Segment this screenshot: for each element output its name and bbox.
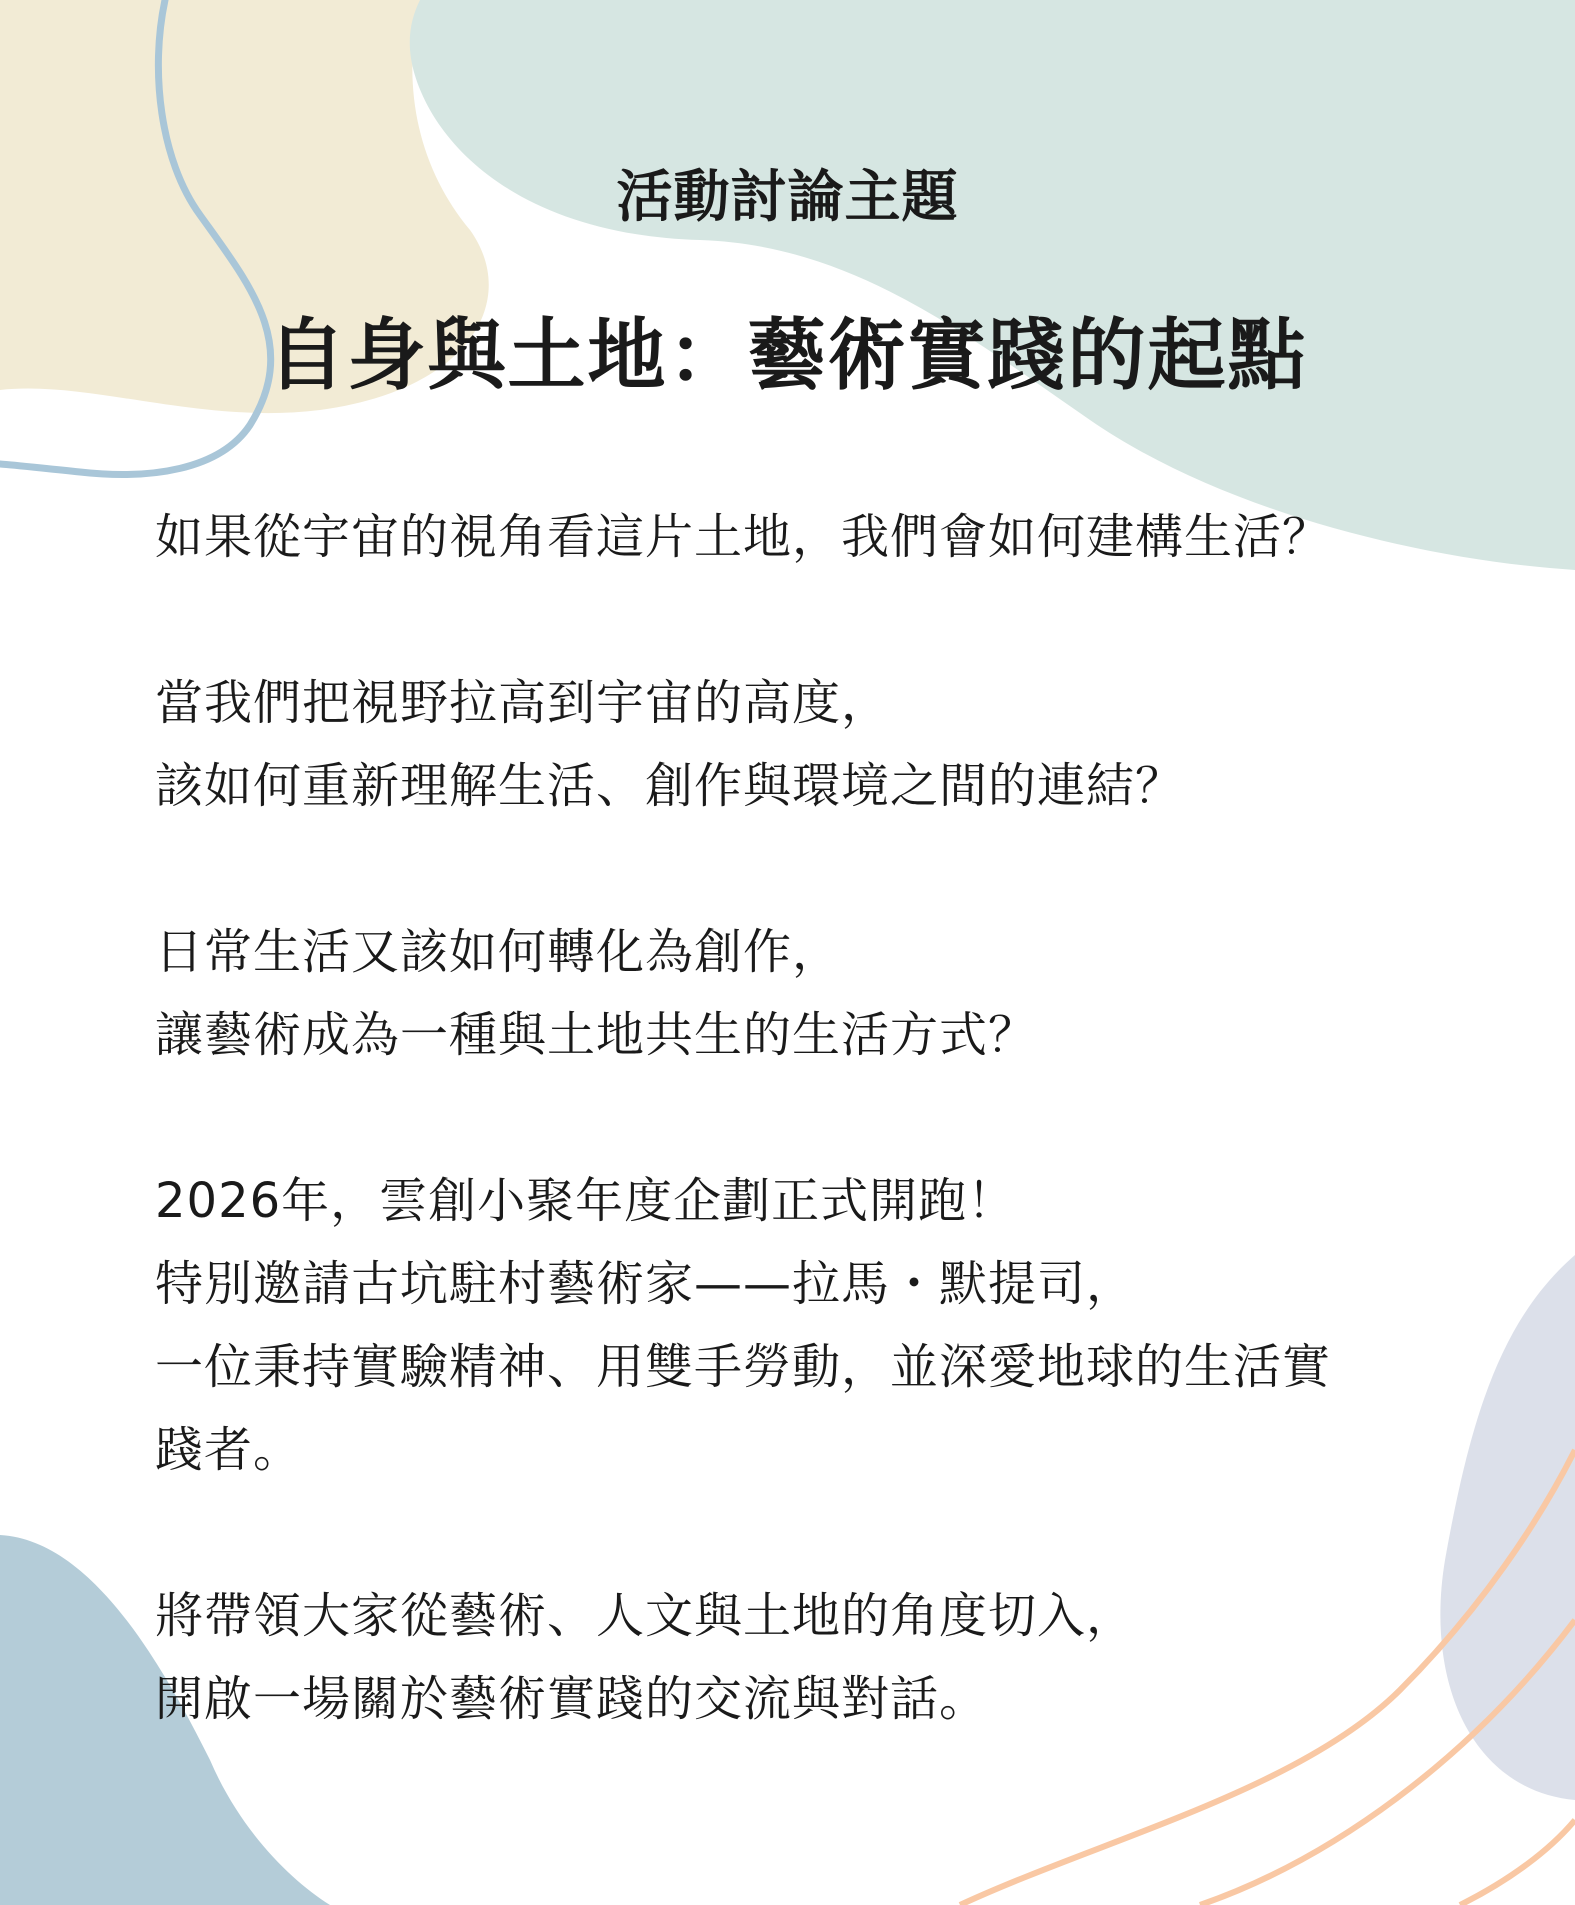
page-subtitle: 活動討論主題 [616, 165, 959, 230]
paragraph-1 [155, 496, 1415, 579]
text-line: 當我們把視野拉高到宇宙的高度， [155, 675, 891, 731]
paragraph-2 [155, 662, 1415, 828]
paragraph-4 [155, 1160, 1415, 1492]
page-title: 自身與土地：藝術實踐的起點 [267, 311, 1308, 401]
text-line: 一位秉持實驗精神、用雙手勞動，並深愛地球的生活實 [155, 1339, 1332, 1395]
text-line: 日常生活又該如何轉化為創作， [155, 924, 842, 980]
text-line: 該如何重新理解生活、創作與環境之間的連結？ [155, 758, 1185, 814]
text-line: 將帶領大家從藝術、人文與土地的角度切入， [155, 1588, 1136, 1644]
text-line: 2026年，雲創小聚年度企劃正式開跑！ [155, 1173, 1017, 1229]
text-line: 開啟一場關於藝術實踐的交流與對話。 [155, 1671, 989, 1727]
text-line: 踐者。 [155, 1422, 303, 1478]
paragraph-5 [155, 1575, 1415, 1741]
text-line: 讓藝術成為一種與土地共生的生活方式？ [155, 1007, 1038, 1063]
text-line: 如果從宇宙的視角看這片土地，我們會如何建構生活？ [155, 509, 1332, 565]
body-text [155, 496, 1415, 1824]
text-line: 特別邀請古坑駐村藝術家——拉馬・默提司， [155, 1256, 1136, 1312]
paragraph-3 [155, 911, 1415, 1077]
